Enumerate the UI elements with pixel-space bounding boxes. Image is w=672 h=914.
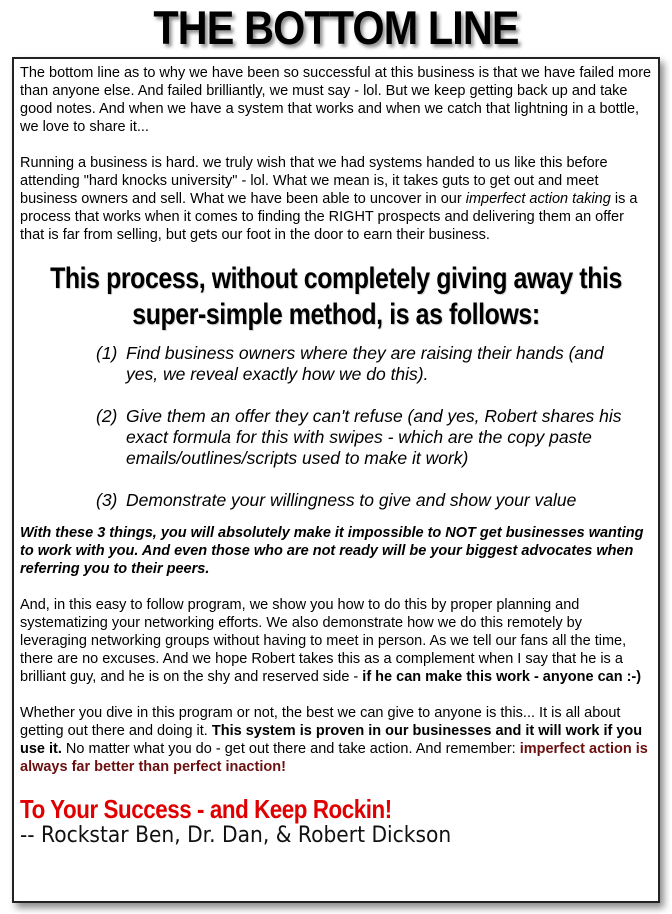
step-item bbox=[96, 343, 652, 385]
action-paragraph bbox=[20, 704, 652, 776]
imperfect-action-phrase: imperfect action taking bbox=[465, 191, 611, 207]
page-title: THE BOTTOM LINE bbox=[153, 1, 519, 54]
step-text: Give them an offer they can't refuse (and yes, Robert shares his exact formula for this with swipes - which are the copy paste emails/outlines/scripts used to make it work) bbox=[126, 406, 622, 468]
business-text-start: Running a business is hard. we truly wish that we had systems handed to us like this before attending "hard knocks university" - lol. What we mean is, it takes guts to get out and meet business owners and sell. What we have been able to uncover in our bbox=[20, 155, 608, 207]
step-number: (2) bbox=[96, 406, 118, 426]
business-text-end: is a process that works when it comes to finding the RIGHT prospects and delivering them an offer that is far from selling, but gets our foot in the door to earn their business. bbox=[20, 191, 638, 243]
program-text: And, in this easy to follow program, we show you how to do this by proper planning and systematizing your networking efforts. We also demonstrate how we do this remotely by leveraging networking groups without having to meet in person. As we tell our fans all the time, there are no excuses. And we hope Robert takes this as a complement when I say that he is a brilliant guy, and he is on the shy and reserved side - bbox=[20, 597, 627, 685]
step-item bbox=[96, 490, 652, 511]
step-item bbox=[96, 406, 652, 469]
system-proven-phrase: This system is proven in our businesses and it will work if you use it. bbox=[20, 723, 643, 757]
content-body bbox=[20, 64, 652, 848]
imperfect-action-motto: imperfect action is always far better than perfect inaction! bbox=[20, 741, 648, 775]
closing-line: To Your Success - and Keep Rockin! bbox=[20, 794, 392, 824]
three-things-paragraph: With these 3 things, you will absolutely make it impossible to NOT get businesses wanting to work with you. And even those who are not ready will be your biggest advocates when referring you to their peers. bbox=[20, 525, 644, 577]
anyone-can-phrase: if he can make this work - anyone can :-) bbox=[362, 669, 642, 685]
signature: -- Rockstar Ben, Dr. Dan, & Robert Dickson bbox=[20, 823, 452, 848]
action-text-start: Whether you dive in this program or not, the best we can give to anyone is this... It is all about getting out there and doing it. bbox=[20, 705, 621, 739]
step-text: Demonstrate your willingness to give and show your value bbox=[126, 490, 577, 510]
steps-list bbox=[96, 343, 652, 511]
intro-paragraph: The bottom line as to why we have been so successful at this business is that we have failed more than anyone else. And failed brilliantly, we must say - lol. But we keep getting back up and take good notes. And when we have a system that works and when we catch that lightning in a bottle, we love to share it... bbox=[20, 65, 652, 135]
business-paragraph bbox=[20, 154, 652, 244]
action-text-middle: No matter what you do - get out there and take action. And remember: bbox=[61, 741, 520, 757]
step-number: (1) bbox=[96, 343, 118, 363]
step-text: Find business owners where they are raising their hands (and yes, we reveal exactly how we do this). bbox=[126, 343, 604, 384]
step-number: (3) bbox=[96, 490, 118, 510]
process-heading: This process, without completely giving away this super-simple method, is as follows: bbox=[50, 262, 622, 331]
program-paragraph bbox=[20, 596, 652, 686]
